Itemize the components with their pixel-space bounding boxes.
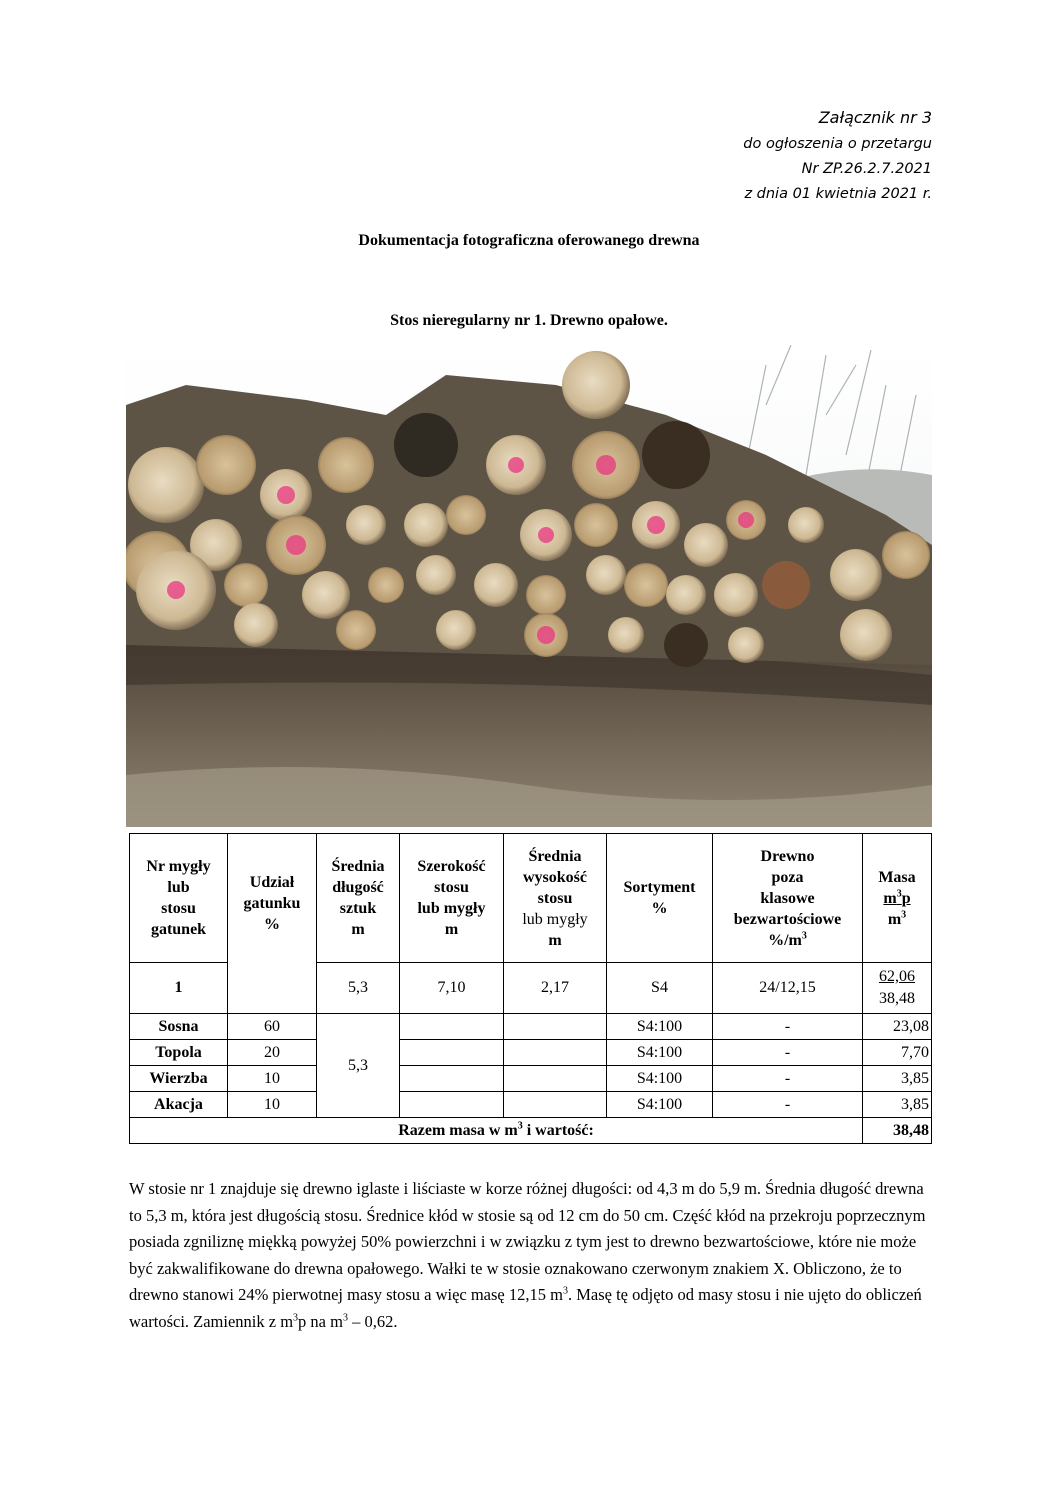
timber-stack-photo bbox=[126, 345, 932, 827]
cell-average-height: 2,17 bbox=[504, 963, 607, 1014]
header-average-height: Średnia wysokość stosu lub mygły m bbox=[504, 834, 607, 963]
document-date: z dnia 01 kwietnia 2021 r. bbox=[744, 186, 932, 202]
header-stack-width: Szerokość stosu lub mygły m bbox=[400, 834, 504, 963]
total-label: Razem masa w $m^3$ i wartość: bbox=[130, 1118, 863, 1144]
cell-stack-width: 7,10 bbox=[400, 963, 504, 1014]
timber-data-table bbox=[129, 833, 932, 1144]
header-stack-number: Nr mygły lub stosu gatunek bbox=[130, 834, 228, 963]
cell-non-class-wood: 24/12,15 bbox=[713, 963, 863, 1014]
header-assortment: Sortyment % bbox=[607, 834, 713, 963]
document-title: Dokumentacja fotograficzna oferowanego drewna bbox=[358, 232, 700, 249]
attachment-number: Załącznik nr 3 bbox=[818, 108, 932, 127]
total-value: 38,48 bbox=[863, 1118, 932, 1144]
cell-assortment: S4 bbox=[607, 963, 713, 1014]
cell-merged-length: 5,3 bbox=[317, 1014, 400, 1118]
reference-number: Nr ZP.26.2.7.2021 bbox=[801, 161, 932, 177]
timber-stack-illustration bbox=[126, 345, 932, 827]
cell-average-length: 5,3 bbox=[317, 963, 400, 1014]
attachment-header bbox=[743, 104, 932, 207]
header-non-class-wood: Drewno poza klasowe bezwartościowe $\%/m^3$ bbox=[713, 834, 863, 963]
stack-title: Stos nieregularny nr 1. Drewno opałowe. bbox=[390, 312, 668, 329]
table-header-row bbox=[130, 834, 932, 963]
cell-stack-number: 1 bbox=[130, 963, 228, 1014]
header-species-share: Udział gatunku % bbox=[228, 834, 317, 1014]
cell-mass: 62,06 38,48 bbox=[863, 963, 932, 1014]
table-row-species: Akacja 10 S4:100 - 3,85 bbox=[130, 1092, 932, 1118]
table-row-total bbox=[130, 1118, 932, 1144]
table-row-species: Sosna 60 5,3 S4:100 - 23,08 bbox=[130, 1014, 932, 1040]
description-paragraph: W stosie nr 1 znajduje się drewno iglaste i liściaste w korze różnej długości: od 4,3 m do 5,9 m. Średnia długość drewna to 5,3 m, która jest długością stosu. Średnice kłód w stosie są od 12 cm do 50 cm. Część kłód na przekroju poprzecznym posiada zgniliznę miękką powyżej 50% powierzchni i w związku z tym jest to drewno bezwartościowe, które nie może być zakwalifikowane do drewna opałowego. Wałki te w stosie oznakowano czerwonym znakiem X. Obliczono, że to drewno stanowi 24% pierwotnej masy stosu a więc masę 12,15 $m^3$. Masę tę odjęto od masy stosu i nie ujęto do obliczeń wartości. Zamiennik z $m^3p$ na $m^3 - 0,62$. bbox=[129, 1179, 926, 1331]
header-average-length: Średnia długość sztuk m bbox=[317, 834, 400, 963]
table-row-species: Topola 20 S4:100 - 7,70 bbox=[130, 1040, 932, 1066]
attachment-subtitle: do ogłoszenia o przetargu bbox=[743, 136, 932, 152]
table-row-species: Wierzba 10 S4:100 - 3,85 bbox=[130, 1066, 932, 1092]
header-mass: Masa $m^3p$ $m^3$ bbox=[863, 834, 932, 963]
